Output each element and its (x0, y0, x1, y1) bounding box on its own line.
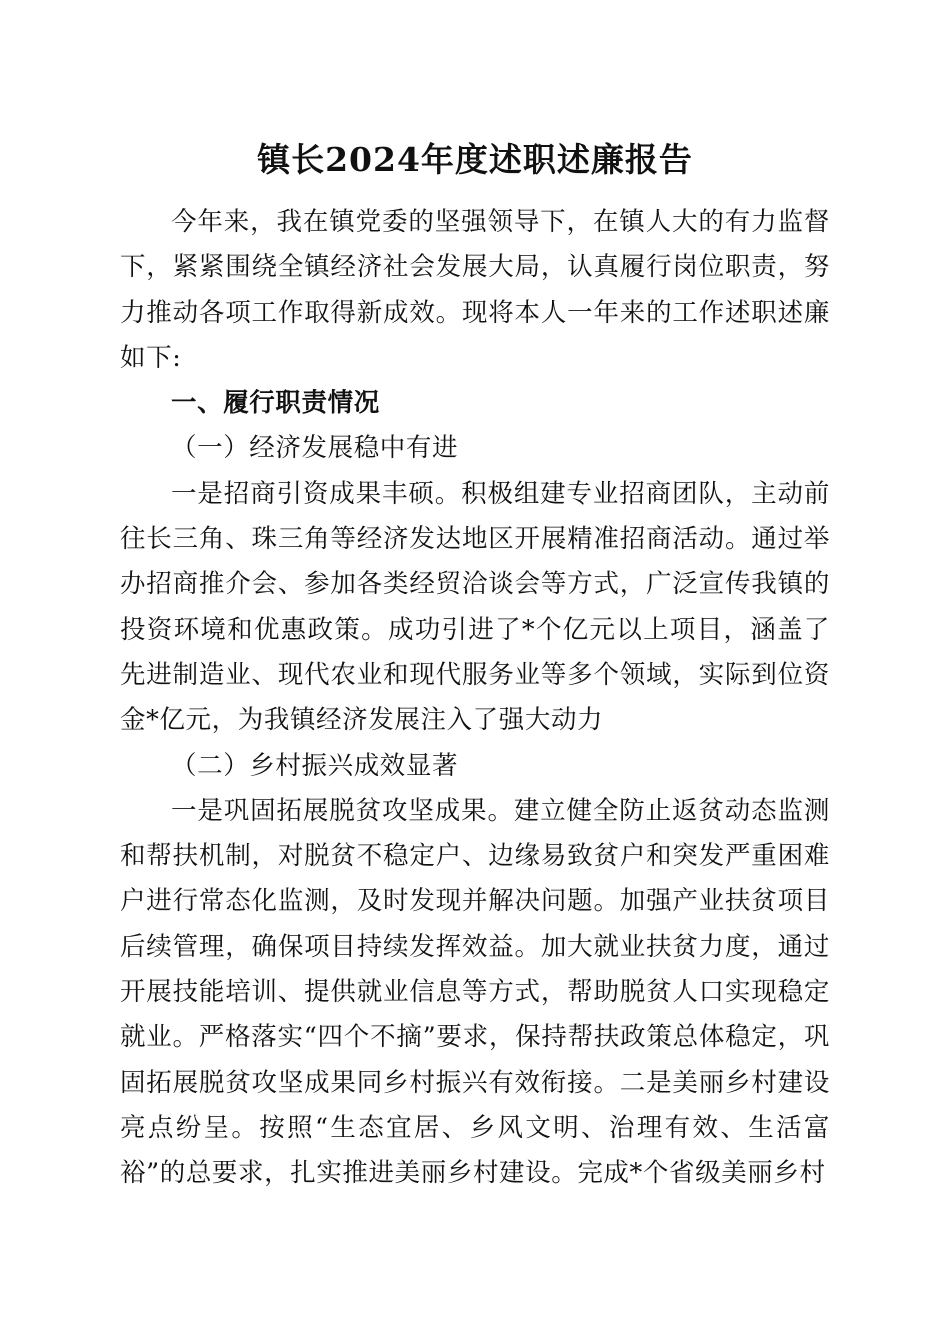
intro-paragraph: 今年来，我在镇党委的坚强领导下，在镇人大的有力监督下，紧紧围绕全镇经济社会发展大局，认真履行岗位职责，努力推动各项工作取得新成效。现将本人一年来的工作述职述廉如下: (120, 207, 830, 373)
document-body (120, 200, 830, 1197)
subsection-heading-economy: （一）经济发展稳中有进 (171, 433, 459, 464)
subsection-heading-rural: （二）乡村振兴成效显著 (171, 750, 459, 781)
document-title: 镇长2024年度述职述廉报告 (257, 140, 693, 179)
rural-paragraph: 一是巩固拓展脱贫攻坚成果。建立健全防止返贫动态监测和帮扶机制，对脱贫不稳定户、边缘易致贫户和突发严重困难户进行常态化监测，及时发现并解决问题。加强产业扶贫项目后续管理，确保项目持续发挥效益。加大就业扶贫力度，通过开展技能培训、提供就业信息等方式，帮助脱贫人口实现稳定就业。严格落实“四个不摘”要求，保持帮扶政策总体稳定，巩固拓展脱贫攻坚成果同乡村振兴有效衔接。二是美丽乡村建设亮点纷呈。按照“生态宜居、乡风文明、治理有效、生活富裕”的总要求，扎实推进美丽乡村建设。完成*个省级美丽乡村 (120, 795, 830, 1189)
section-heading-duties: 一、履行职责情况 (171, 388, 380, 419)
economy-paragraph: 一是招商引资成果丰硕。积极组建专业招商团队，主动前往长三角、珠三角等经济发达地区开展精准招商活动。通过举办招商推介会、参加各类经贸洽谈会等方式，广泛宣传我镇的投资环境和优惠政策。成功引进了*个亿元以上项目，涵盖了先进制造业、现代农业和现代服务业等多个领域，实际到位资金*亿元，为我镇经济发展注入了强大动力 (120, 478, 830, 736)
